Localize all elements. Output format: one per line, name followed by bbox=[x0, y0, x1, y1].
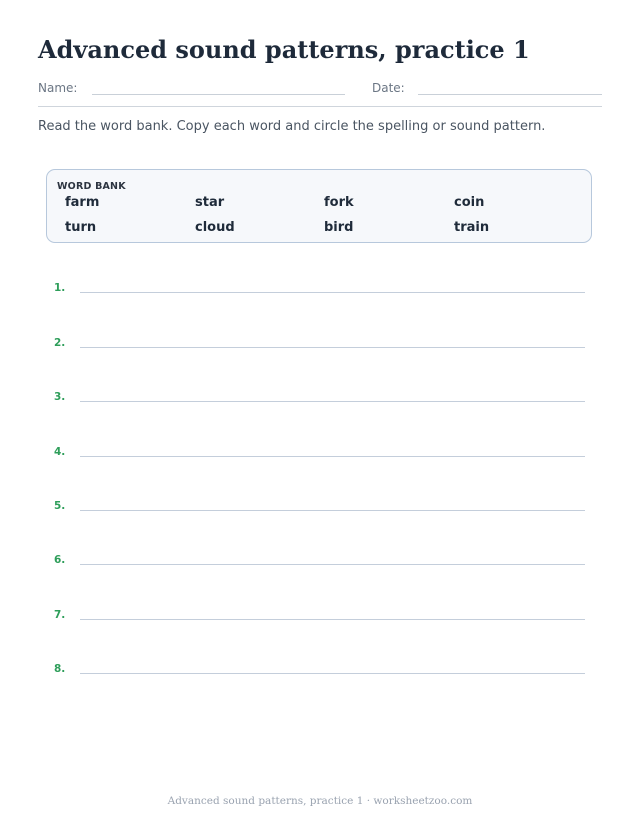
item-number: 2. bbox=[54, 337, 66, 349]
word-bank-word: turn bbox=[65, 220, 97, 235]
worksheet-title: Advanced sound patterns, practice 1 bbox=[38, 35, 530, 64]
word-bank-word: farm bbox=[65, 195, 100, 210]
answer-line[interactable] bbox=[80, 673, 585, 674]
answer-line[interactable] bbox=[80, 292, 585, 293]
word-bank bbox=[46, 169, 592, 243]
name-label: Name: bbox=[38, 81, 78, 95]
word-bank-title: WORD BANK bbox=[57, 181, 126, 192]
word-bank-word: coin bbox=[454, 195, 485, 210]
item-number: 8. bbox=[54, 663, 66, 675]
item-number: 1. bbox=[54, 282, 66, 294]
header-divider bbox=[38, 106, 602, 107]
word-bank-word: cloud bbox=[195, 220, 235, 235]
answer-line[interactable] bbox=[80, 619, 585, 620]
item-number: 7. bbox=[54, 609, 66, 621]
item-number: 5. bbox=[54, 500, 66, 512]
date-label: Date: bbox=[372, 81, 405, 95]
answer-line[interactable] bbox=[80, 347, 585, 348]
answer-line[interactable] bbox=[80, 510, 585, 511]
word-bank-word: train bbox=[454, 220, 490, 235]
word-bank-word: star bbox=[195, 195, 225, 210]
item-number: 4. bbox=[54, 446, 66, 458]
date-field-line[interactable] bbox=[418, 94, 602, 95]
word-bank-word: fork bbox=[324, 195, 354, 210]
answer-line[interactable] bbox=[80, 401, 585, 402]
instructions-text: Read the word bank. Copy each word and circle the spelling or sound pattern. bbox=[38, 119, 546, 134]
page-footer: Advanced sound patterns, practice 1 · worksheetzoo.com bbox=[167, 795, 473, 807]
word-bank-word: bird bbox=[324, 220, 354, 235]
answer-line[interactable] bbox=[80, 456, 585, 457]
answer-line[interactable] bbox=[80, 564, 585, 565]
item-number: 6. bbox=[54, 554, 66, 566]
name-field-line[interactable] bbox=[92, 94, 345, 95]
item-number: 3. bbox=[54, 391, 66, 403]
